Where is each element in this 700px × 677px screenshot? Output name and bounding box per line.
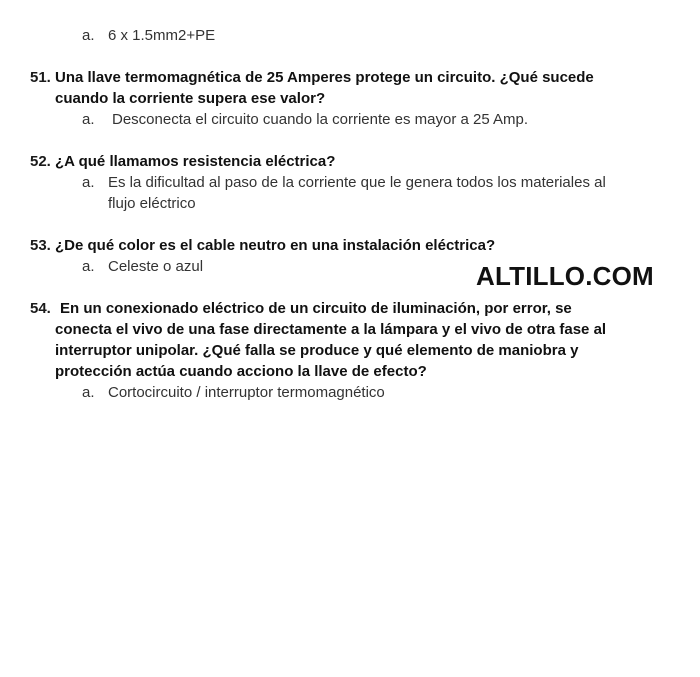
answer-text: Desconecta el circuito cuando la corriente es mayor a 25 Amp. <box>112 111 529 128</box>
answer-letter: a. <box>82 27 95 44</box>
question-text: ¿A qué llamamos resistencia eléctrica? <box>55 153 336 170</box>
question-text: interruptor unipolar. ¿Qué falla se produce y qué elemento de maniobra y <box>55 342 579 359</box>
question-text: Una llave termomagnética de 25 Amperes protege un circuito. ¿Qué sucede <box>55 69 594 86</box>
answer-text: flujo eléctrico <box>108 195 196 212</box>
question-number: 54. <box>30 300 51 317</box>
question-text: protección actúa cuando acciono la llave de efecto? <box>55 363 427 380</box>
question-number: 51. <box>30 69 51 86</box>
answer-letter: a. <box>82 258 95 275</box>
question-text: conecta el vivo de una fase directamente a la lámpara y el vivo de otra fase al <box>55 321 607 338</box>
watermark-text: ALTILLO.COM <box>476 261 654 291</box>
answer-text: Es la dificultad al paso de la corriente que le genera todos los materiales al <box>108 174 606 191</box>
question-number: 53. <box>30 237 51 254</box>
answer-letter: a. <box>82 111 95 128</box>
answer-letter: a. <box>82 384 95 401</box>
question-text: ¿De qué color es el cable neutro en una instalación eléctrica? <box>55 237 496 254</box>
answer-text: 6 x 1.5mm2+PE <box>108 27 216 44</box>
answer-letter: a. <box>82 174 95 191</box>
question-text: En un conexionado eléctrico de un circuito de iluminación, por error, se <box>60 300 572 317</box>
question-text: cuando la corriente supera ese valor? <box>55 90 326 107</box>
answer-text: Cortocircuito / interruptor termomagnético <box>108 384 385 401</box>
question-number: 52. <box>30 153 51 170</box>
answer-text: Celeste o azul <box>108 258 204 275</box>
